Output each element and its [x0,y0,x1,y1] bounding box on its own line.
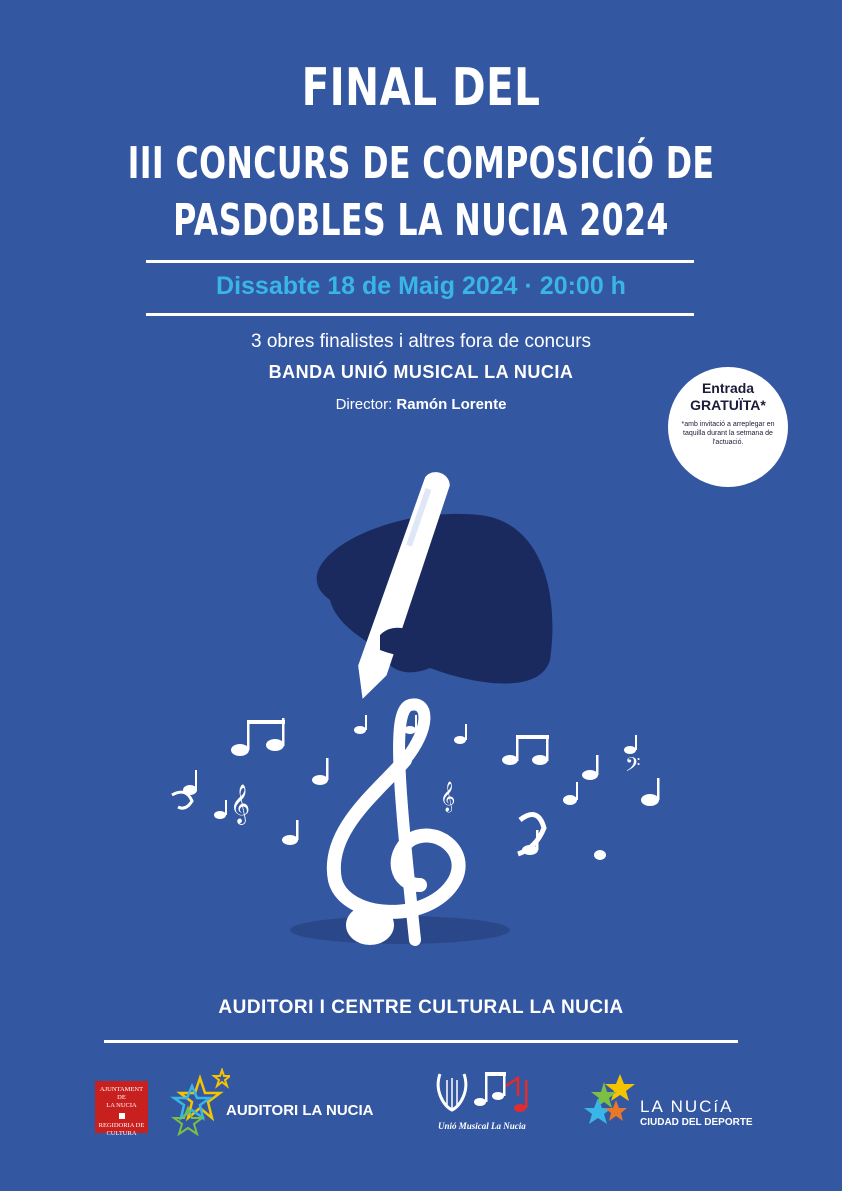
badge-entrada: Entrada [701,380,755,396]
auditori-logo-text: AUDITORI LA NUCIA [226,1102,374,1119]
title-line-3: PASDOBLES LA NUCIA 2024 [173,195,669,246]
title-line-2: III CONCURS DE COMPOSICIÓ DE [127,138,715,189]
shadow [290,916,510,944]
ajuntament-text-3: REGIDORIA DE [98,1122,145,1129]
la-nucia-star-icon [580,1070,640,1130]
director-label: Director: [335,396,393,413]
la-nucia-logo-text: LA NUCíA [640,1097,734,1116]
ajuntament-text-2: LA NUCIA [106,1102,137,1109]
band-name: BANDA UNIÓ MUSICAL LA NUCIA [268,362,574,382]
works-description: 3 obres finalistes i altres fora de concurs [250,331,592,352]
hand-icon [317,514,553,684]
la-nucia-logo-subtext: CIUDAD DEL DEPORTE [640,1117,753,1128]
lyre-icon [430,1066,540,1122]
bass-clef-icon: 𝄢 [625,753,641,781]
director-name: Ramón Lorente [396,396,507,413]
hand-writing-music-illustration [130,460,710,1000]
small-clef-icon-2: 𝄞 [440,782,456,812]
treble-clef-icon [334,704,459,945]
venue-name: AUDITORI I CENTRE CULTURAL LA NUCIA [218,997,624,1018]
small-clef-icon: 𝄞 [230,784,251,824]
ajuntament-logo [95,1081,148,1137]
event-date-time: Dissabte 18 de Maig 2024 · 20:00 h [216,272,626,300]
date-divider [146,313,694,316]
ajuntament-square-icon [119,1113,125,1119]
bottom-divider [104,1040,738,1043]
badge-note: *amb invitació a arreplegar en taquilla durant la setmana de l'actuació. [681,421,775,446]
ajuntament-text-4: CULTURA [106,1130,137,1137]
unio-musical-logo-text: Unió Musical La Nucia [438,1121,526,1131]
title-line-1: FINAL DEL [301,58,541,118]
ajuntament-text-1: AJUNTAMENT DE [99,1086,144,1101]
top-divider [146,260,694,263]
badge-gratuita: GRATUÏTA* [690,397,766,413]
auditori-star-icon [170,1068,230,1138]
